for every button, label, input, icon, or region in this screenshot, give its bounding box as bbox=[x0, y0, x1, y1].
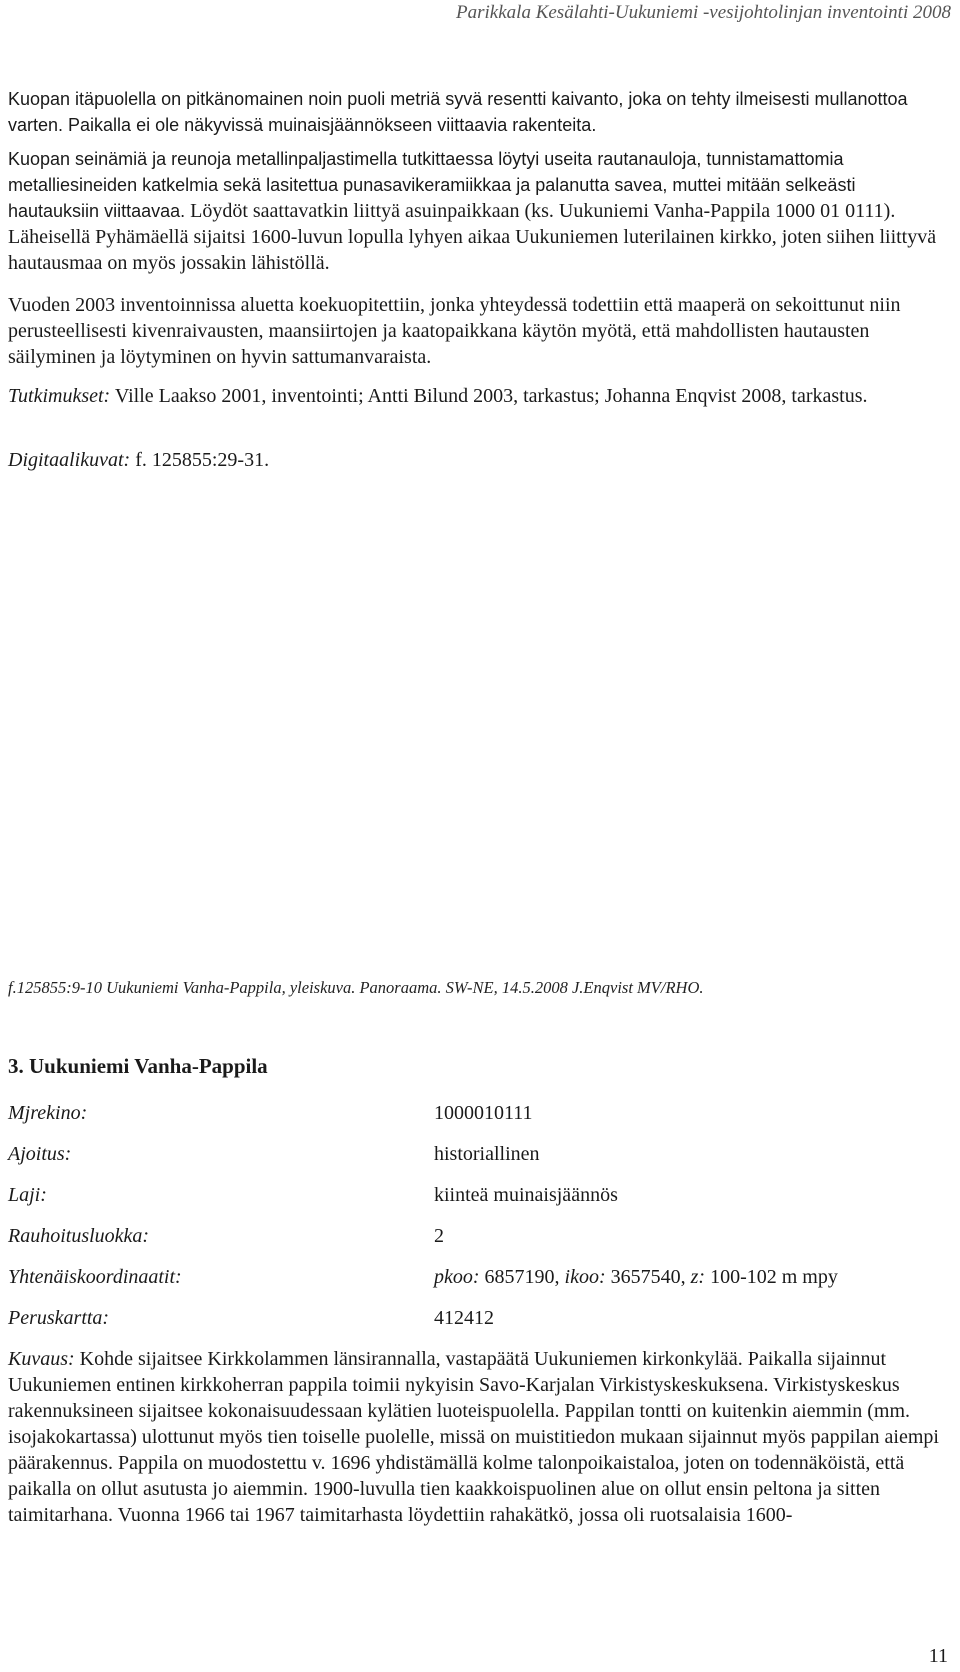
running-header: Parikkala Kesälahti-Uukuniemi -vesijohtolinjan inventointi 2008 bbox=[456, 2, 951, 23]
field-label: Mjrekino: bbox=[8, 1102, 88, 1124]
z-label: z: bbox=[690, 1266, 706, 1288]
field-label: Yhtenäiskoordinaatit: bbox=[8, 1266, 182, 1288]
field-value: 1000010111 bbox=[434, 1102, 533, 1124]
ikoo-value: 3657540, bbox=[610, 1266, 686, 1288]
page-number: 11 bbox=[928, 1645, 948, 1667]
field-value: kiinteä muinaisjäännös bbox=[434, 1184, 618, 1206]
digital-images-text: f. 125855:29-31. bbox=[135, 449, 270, 471]
description-paragraph bbox=[8, 1346, 948, 1528]
field-value: historiallinen bbox=[434, 1143, 540, 1165]
field-label: Peruskartta: bbox=[8, 1307, 110, 1329]
coordinates-value bbox=[434, 1264, 838, 1290]
research-line bbox=[8, 383, 948, 409]
pkoo-label: pkoo: bbox=[434, 1266, 480, 1288]
field-value: 412412 bbox=[434, 1307, 494, 1329]
field-label: Ajoitus: bbox=[8, 1143, 72, 1165]
field-label: Rauhoitusluokka: bbox=[8, 1225, 150, 1247]
research-text: Ville Laakso 2001, inventointi; Antti Bilund 2003, tarkastus; Johanna Enqvist 2008, tarkastus. bbox=[114, 385, 868, 407]
field-value: 2 bbox=[434, 1225, 444, 1247]
z-value: 100-102 m mpy bbox=[710, 1266, 838, 1288]
intro-paragraph-1-text: Kuopan itäpuolella on pitkänomainen noin puoli metriä syvä resentti kaivanto, joka on tehty ilmeisesti mullanottoa varten. Paikalla ei ole näkyvissä muinaisjäännökseen viittaavia rakenteita. bbox=[8, 89, 908, 135]
field-label: Laji: bbox=[8, 1184, 47, 1206]
section-title: 3. Uukuniemi Vanha-Pappila bbox=[8, 1054, 268, 1078]
intro-paragraph-3 bbox=[8, 292, 948, 370]
intro-paragraph-1 bbox=[8, 86, 948, 138]
pkoo-value: 6857190, bbox=[484, 1266, 560, 1288]
description-label: Kuvaus: bbox=[8, 1348, 75, 1370]
digital-images-line bbox=[8, 447, 948, 473]
research-label: Tutkimukset: bbox=[8, 385, 111, 407]
digital-images-label: Digitaalikuvat: bbox=[8, 449, 131, 471]
description-text: Kohde sijaitsee Kirkkolammen länsirannalla, vastapäätä Uukuniemen kirkonkylää. Paikalla sijainnut Uukuniemen entinen kirkkoherran pappila toimii nykyisin Savo-Karjalan Virkistyskeskuksena. Virkistyskeskus rakennuksineen sijaitsee kokonaisuudessaan kylätien luoteispuolella. Pappilan tontti on kuitenkin aiemmin (mm. isojakokartassa) ulottunut myös tien toiselle puolelle, missä on muistitiedon mukaan sijainnut myös pappilan aiempi päärakennus. Pappila on muodostettu v. 1696 yhdistämällä kolme talonpoikaistaloa, joten on todennäköistä, että paikalla on ollut asutusta jo aiemmin. 1900-luvulla tien kaakkoispuolinen alue on ollut ensin peltona ja sitten taimitarhana. Vuonna 1966 tai 1967 taimitarhasta löydettiin rahakätkö, jossa oli ruotsalaisia 1600- bbox=[8, 1348, 939, 1526]
intro-paragraph-3-text: Vuoden 2003 inventoinnissa aluetta koekuopitettiin, jonka yhteydessä todettiin että maaperä on sekoittunut niin perusteellisesti kivenraivausten, maansiirtojen ja kaatopaikkana käytön myötä, että mahdollisten hautausten säilyminen ja löytyminen on hyvin sattumanvaraista. bbox=[8, 294, 901, 368]
intro-paragraph-2b: Löydöt saattavatkin liittyä asuinpaikkaan (ks. Uukuniemi Vanha-Pappila 1000 01 0111). Läheisellä Pyhämäellä sijaitsi 1600-luvun lopulla lyhyen aikaa Uukuniemen luterilainen kirkko, joten siihen liittyvä hautausmaa on myös jossakin lähistöllä. bbox=[8, 200, 937, 274]
intro-paragraph-2a: Kuopan seinämiä ja reunoja metallinpaljastimella tutkittaessa löytyi useita rautanauloja, tunnistamattomia metalliesineiden katkelmia sekä lasitettua punasavikeramiikkaa ja palanutta savea, muttei mitään selkeästi hautauksiin viittaavaa. bbox=[8, 149, 856, 221]
image-caption: f.125855:9-10 Uukuniemi Vanha-Pappila, yleiskuva. Panoraama. SW-NE, 14.5.2008 J.Enqvist MV/RHO. bbox=[8, 978, 704, 997]
intro-paragraph-2 bbox=[8, 146, 948, 276]
ikoo-label: ikoo: bbox=[564, 1266, 606, 1288]
